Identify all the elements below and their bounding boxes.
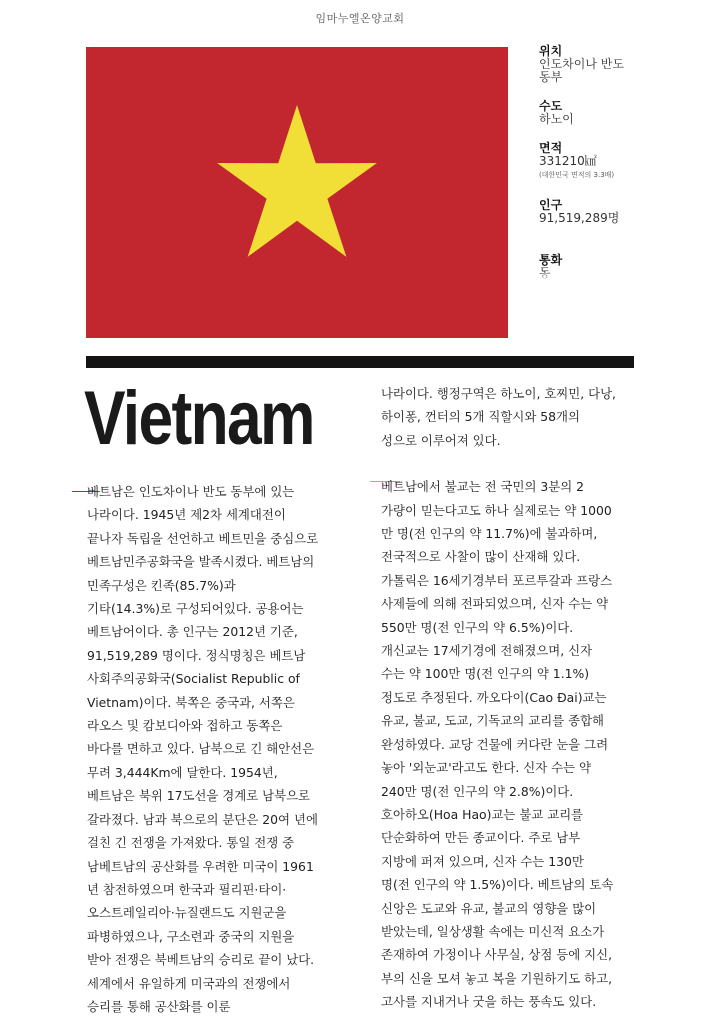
text-line: 명(전 인구의 약 1.5%)이다. 베트남의 토속 <box>381 877 614 893</box>
text-line: 240만 명(전 인구의 약 2.8%)이다. <box>381 783 574 799</box>
text-line: 가량이 믿는다고도 하나 실제로는 약 1000 <box>381 502 612 518</box>
fact-label: 인구 <box>539 198 563 212</box>
text-line: 존재하여 가정이나 사무실, 상점 등에 지신, <box>381 947 613 963</box>
text-line: 550만 명(전 인구의 약 6.5%)이다. <box>381 619 574 635</box>
left-article-column <box>87 480 318 1018</box>
fact-value: 인도차이나 반도 동부 <box>539 57 624 84</box>
fact-currency <box>539 253 659 280</box>
text-line: 년 참전하였으며 한국과 필리핀·타이· <box>87 881 287 897</box>
page-title: Vietnam <box>84 376 314 461</box>
text-line: 유교, 불교, 도교, 기독교의 교리를 종합해 <box>381 713 605 729</box>
text-line: 걸친 긴 전쟁을 가져왔다. 통일 전쟁 중 <box>87 835 295 851</box>
text-line: 받았는데, 일상생활 속에는 미신적 요소가 <box>381 923 605 939</box>
text-line: 수는 약 100만 명(전 인구의 약 1.1%) <box>381 666 590 682</box>
fact-value: 동 <box>539 267 659 280</box>
text-line: 나라이다. 1945년 제2차 세계대전이 <box>87 507 286 523</box>
fact-value: 하노이 <box>539 112 574 126</box>
text-line: 받아 전쟁은 북베트남의 승리로 끝이 났다. <box>87 952 315 968</box>
text-line: 라오스 및 캄보디아와 접하고 동쪽은 <box>87 718 283 734</box>
text-line: 단순화하여 만든 종교이다. 주로 남부 <box>381 830 581 846</box>
text-line: Vietnam)이다. 북쪽은 중국과, 서쪽은 <box>87 694 295 710</box>
section-divider <box>86 356 634 368</box>
text-line: 완성하였다. 교당 건물에 커다란 눈을 그려 <box>381 736 609 752</box>
text-line: 파병하였으나, 구소련과 중국의 지원을 <box>87 928 295 944</box>
text-line: 베트남어이다. 총 인구는 2012년 기준, <box>87 624 298 640</box>
text-line: 베트남은 인도차이나 반도 동부에 있는 <box>87 484 295 499</box>
text-line: 민족구성은 킨족(85.7%)과 <box>87 577 236 593</box>
text-line: 베트남은 북위 17도선을 경계로 남북으로 <box>87 788 311 804</box>
fact-location <box>539 44 659 84</box>
text-line: 부의 신을 모셔 놓고 복을 기원하기도 하고, <box>381 970 613 986</box>
fact-population <box>539 198 659 225</box>
text-line: 가톨릭은 16세기경부터 포르투갈과 프랑스 <box>381 572 613 588</box>
fact-label: 통화 <box>539 253 563 267</box>
text-line: 세계에서 유일하게 미국과의 전쟁에서 <box>87 975 291 991</box>
text-line: 베트남민주공화국을 발족시켰다. 베트남의 <box>87 554 315 570</box>
text-line: 바다를 면하고 있다. 남북으로 긴 해안선은 <box>87 741 315 757</box>
vietnam-flag-image <box>86 47 508 338</box>
text-line: 사회주의공화국(Socialist Republic of <box>87 671 300 687</box>
page-header: 임마누엘온양교회 <box>315 12 405 25</box>
fact-value: 91,519,289명 <box>539 211 620 225</box>
text-line: 만 명(전 인구의 약 11.7%)에 불과하며, <box>381 526 598 542</box>
fact-label: 위치 <box>539 44 563 58</box>
religion-paragraph <box>381 475 616 1013</box>
text-line: 끝나자 독립을 선언하고 베트민을 중심으로 <box>87 530 319 546</box>
text-line: 호아하오(Hoa Hao)교는 불교 교리를 <box>381 806 584 822</box>
text-line: 승리를 통해 공산화를 이룬 <box>87 998 231 1014</box>
text-line: 베트남에서 불교는 전 국민의 3분의 2 <box>381 479 585 495</box>
text-line: 나라이다. 행정구역은 하노이, 호찌민, 다낭, <box>381 386 616 401</box>
fact-value: 331210㎢ <box>539 154 597 168</box>
fact-capital <box>539 99 659 126</box>
text-line: 사제들에 의해 전파되었으며, 신자 수는 약 <box>381 596 609 612</box>
text-line: 하이퐁, 껀터의 5개 직할시와 58개의 <box>381 409 580 425</box>
text-line: 성으로 이루어져 있다. <box>381 432 501 448</box>
text-line: 기타(14.3%)로 구성되어있다. 공용어는 <box>87 601 304 617</box>
fact-label: 면적 <box>539 141 563 155</box>
text-line: 오스트레일리아·뉴질랜드도 지원군을 <box>87 905 287 921</box>
text-line: 고사를 지내거나 굿을 하는 풍속도 있다. <box>381 994 597 1010</box>
right-article-column <box>381 382 616 1014</box>
text-line: 갈라졌다. 남과 북으로의 분단은 20여 년에 <box>87 811 318 827</box>
text-line: 신앙은 도교와 유교, 불교의 영향을 많이 <box>381 900 597 916</box>
text-line: 91,519,289 명이다. 정식명칭은 베트남 <box>87 647 306 663</box>
text-line: 정도로 추정된다. 까오다이(Cao Đai)교는 <box>381 689 607 705</box>
text-line: 무려 3,444Km에 달한다. 1954년, <box>87 764 278 780</box>
fact-area <box>539 141 659 180</box>
text-line: 개신교는 17세기경에 전해졌으며, 신자 <box>381 643 593 659</box>
text-line: 남베트남의 공산화를 우려한 미국이 1961 <box>87 858 314 874</box>
text-line: 전국적으로 사찰이 많이 산재해 있다. <box>381 549 581 565</box>
text-line: 놓아 '외눈교'라고도 한다. 신자 수는 약 <box>381 760 591 776</box>
fact-label: 수도 <box>539 99 563 113</box>
fact-note: (대한민국 면적의 3.3배) <box>539 171 615 179</box>
text-line: 지방에 퍼져 있으며, 신자 수는 130만 <box>381 853 584 869</box>
